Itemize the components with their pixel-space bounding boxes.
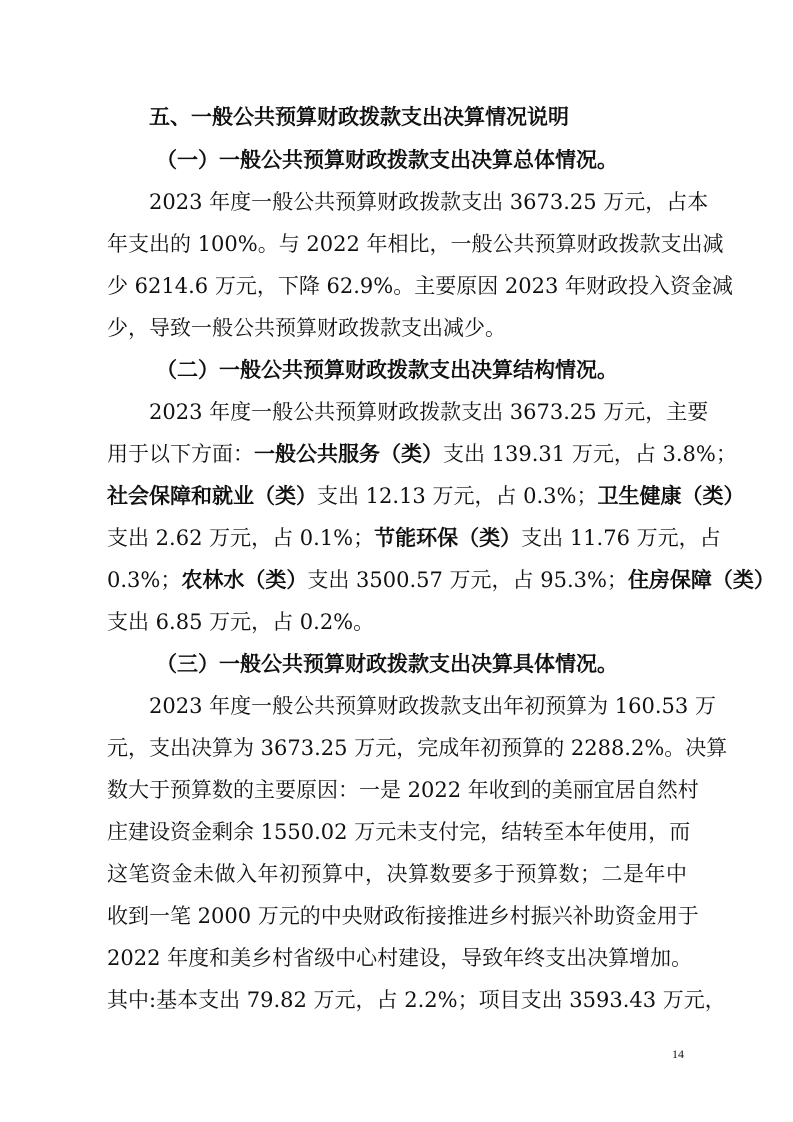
section-title: 五、一般公共预算财政拨款支出决算情况说明 xyxy=(149,105,569,129)
subsection-1-heading: （一）一般公共预算财政拨款支出决算总体情况。 xyxy=(156,148,618,172)
page-number: 14 xyxy=(672,1047,684,1061)
paragraph-2-line-5 xyxy=(107,565,775,595)
text-segment: 支出 139.31 万元，占 3.8%； xyxy=(443,442,737,466)
category-health: 卫生健康（类） xyxy=(597,484,745,508)
text-segment: 支出 3500.57 万元，占 95.3%； xyxy=(307,568,628,592)
paragraph-3-line-6: 收到一笔 2000 万元的中央财政衔接推进乡村振兴补助资金用于 xyxy=(107,904,699,928)
paragraph-3-line-1: 2023 年度一般公共预算财政拨款支出年初预算为 160.53 万 xyxy=(149,694,716,718)
paragraph-1-line-2: 年支出的 100%。与 2022 年相比，一般公共预算财政拨款支出减 xyxy=(107,232,724,256)
text-segment: 支出 2.62 万元，占 0.1%； xyxy=(107,526,375,550)
paragraph-3-line-2: 元，支出决算为 3673.25 万元，完成年初预算的 2288.2%。决算 xyxy=(107,736,728,760)
paragraph-3-line-4: 庄建设资金剩余 1550.02 万元未支付完，结转至本年使用，而 xyxy=(107,820,691,844)
text-segment: 支出 12.13 万元，占 0.3%； xyxy=(317,484,598,508)
paragraph-1-line-3: 少 6214.6 万元，下降 62.9%。主要原因 2023 年财政投入资金减 xyxy=(107,274,734,298)
text-segment: 用于以下方面： xyxy=(107,442,254,466)
paragraph-2-line-1: 2023 年度一般公共预算财政拨款支出 3673.25 万元，主要 xyxy=(149,400,709,424)
category-housing: 住房保障（类） xyxy=(627,568,775,592)
paragraph-3-line-8: 其中:基本支出 79.82 万元，占 2.2%；项目支出 3593.43 万元， xyxy=(107,988,726,1012)
category-agriculture-forestry-water: 农林水（类） xyxy=(181,568,308,592)
text-segment: 支出 11.76 万元，占 xyxy=(521,526,721,550)
subsection-3-heading: （三）一般公共预算财政拨款支出决算具体情况。 xyxy=(156,652,618,676)
paragraph-3-line-5: 这笔资金未做入年初预算中，决算数要多于预算数；二是年中 xyxy=(107,862,687,886)
subsection-2-heading: （二）一般公共预算财政拨款支出决算结构情况。 xyxy=(156,358,618,382)
paragraph-3-line-7: 2022 年度和美乡村省级中心村建设，导致年终支出决算增加。 xyxy=(107,946,693,970)
paragraph-1-line-1: 2023 年度一般公共预算财政拨款支出 3673.25 万元，占本 xyxy=(149,190,709,214)
paragraph-2-line-6: 支出 6.85 万元，占 0.2%。 xyxy=(107,610,375,634)
paragraph-2-line-4 xyxy=(107,523,721,553)
paragraph-2-line-3 xyxy=(107,481,745,511)
paragraph-1-line-4: 少，导致一般公共预算财政拨款支出减少。 xyxy=(107,316,506,340)
paragraph-3-line-3: 数大于预算数的主要原因：一是 2022 年收到的美丽宜居自然村 xyxy=(107,778,699,802)
paragraph-2-line-2 xyxy=(107,439,737,469)
category-general-public-services: 一般公共服务（类） xyxy=(254,442,443,466)
text-segment: 0.3%； xyxy=(107,568,182,592)
category-energy-environment: 节能环保（类） xyxy=(374,526,522,550)
category-social-security: 社会保障和就业（类） xyxy=(107,484,317,508)
